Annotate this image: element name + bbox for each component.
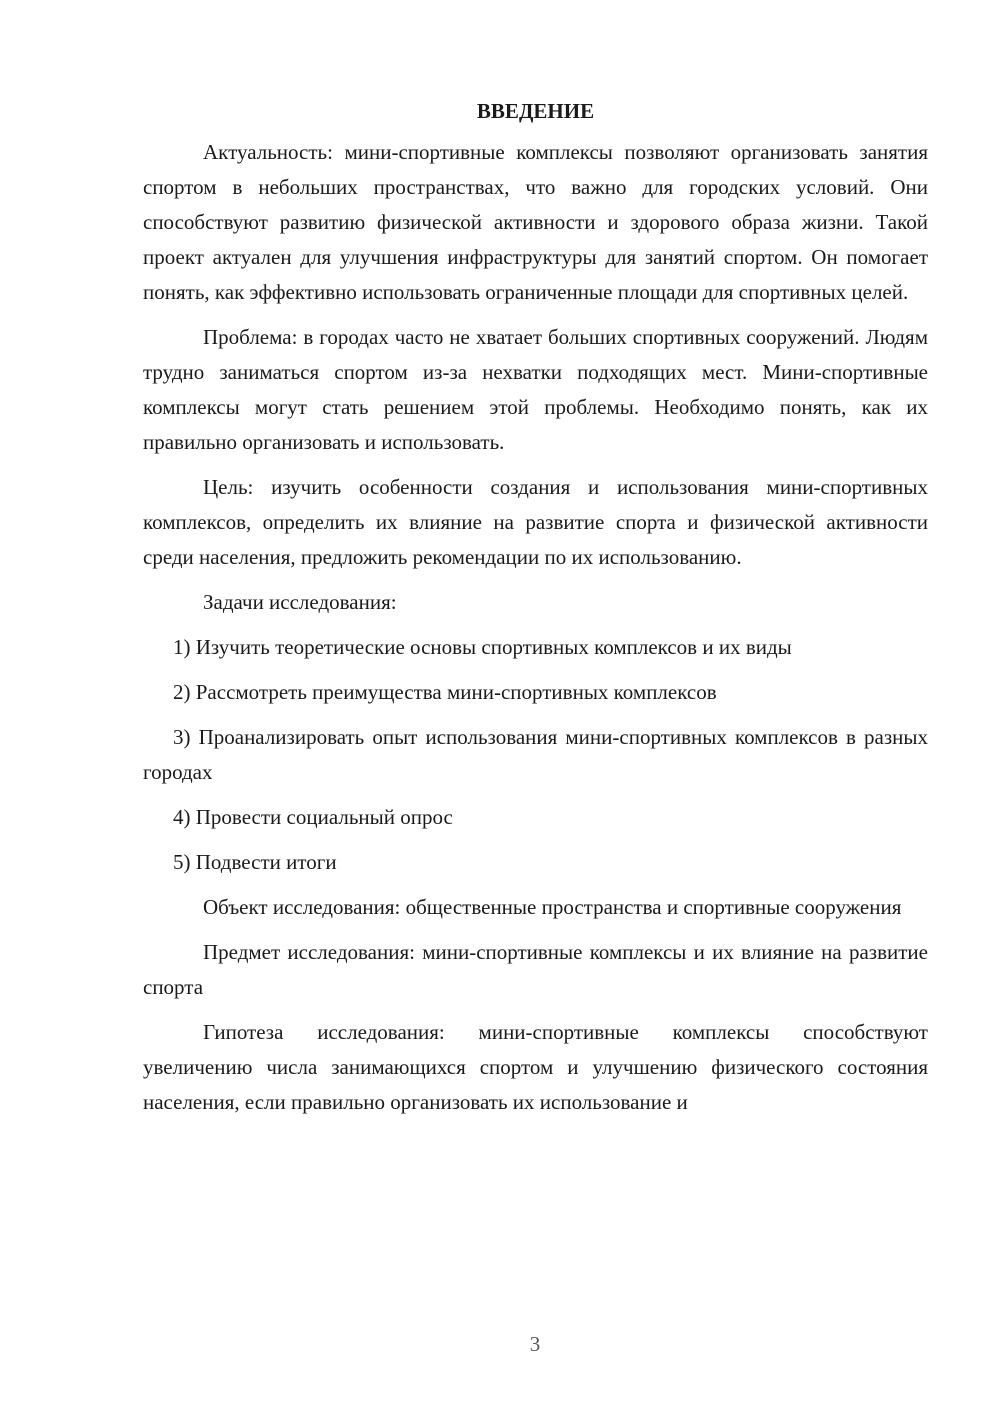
task-item-5: 5) Подвести итоги [173, 850, 337, 874]
document-page [143, 94, 928, 1130]
page-number: 3 [529, 1332, 541, 1356]
paragraph-subject: Предмет исследования: мини-спортивные комплексы и их влияние на развитие спорта [143, 940, 928, 999]
task-item-3: 3) Проанализировать опыт использования мини-спортивных комплексов в разных городах [143, 725, 928, 784]
task-item-2: 2) Рассмотреть преимущества мини-спортивных комплексов [173, 680, 717, 704]
task-item-1: 1) Изучить теоретические основы спортивных комплексов и их виды [173, 635, 792, 659]
paragraph-hypothesis: Гипотеза исследования: мини-спортивные комплексы способствуют увеличению числа занимающихся спортом и улучшению физического состояния населения, если правильно организовать их использование и [143, 1020, 928, 1114]
paragraph-goal: Цель: изучить особенности создания и использования мини-спортивных комплексов, определить их влияние на развитие спорта и физической активности среди населения, предложить рекомендации по их использованию. [143, 475, 928, 569]
task-item-4: 4) Провести социальный опрос [173, 805, 453, 829]
tasks-heading: Задачи исследования: [203, 590, 397, 614]
paragraph-problem: Проблема: в городах часто не хватает больших спортивных сооружений. Людям трудно заниматься спортом из-за нехватки подходящих мест. Мини-спортивные комплексы могут стать решением этой проблемы. Необходимо понять, как их правильно организовать и использовать. [143, 325, 928, 454]
section-title: ВВЕДЕНИЕ [476, 99, 595, 123]
paragraph-object: Объект исследования: общественные пространства и спортивные сооружения [203, 895, 902, 919]
paragraph-relevance: Актуальность: мини-спортивные комплексы позволяют организовать занятия спортом в небольших пространствах, что важно для городских условий. Они способствуют развитию физической активности и здорового образа жизни. Такой проект актуален для улучшения инфраструктуры для занятий спортом. Он помогает понять, как эффективно использовать ограниченные площади для спортивных целей. [143, 140, 928, 304]
